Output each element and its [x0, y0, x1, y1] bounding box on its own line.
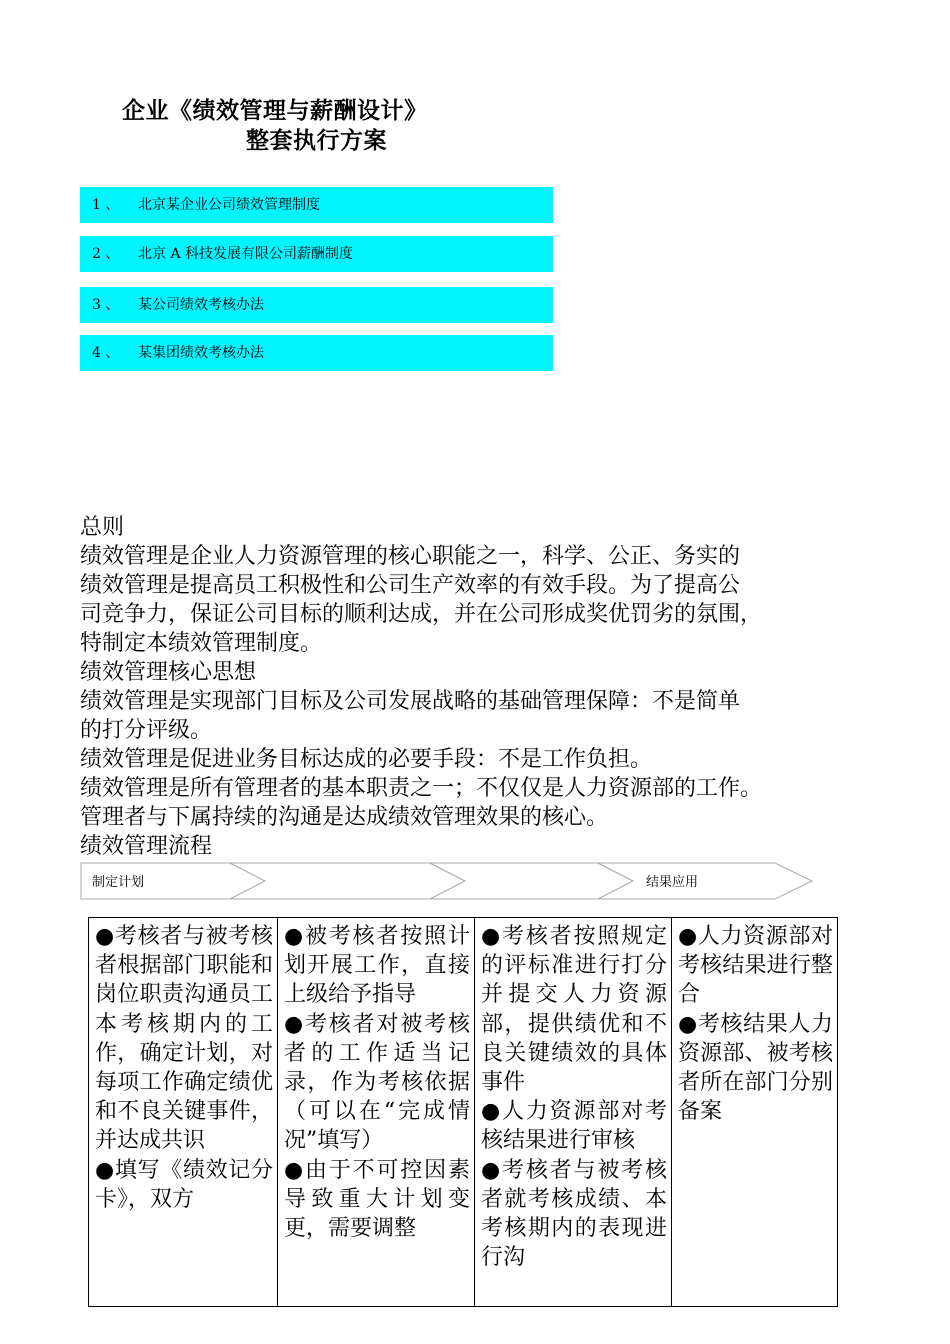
cell-bullet: ●考核者对被考核者的工作适当记录，作为考核依据（可以在“完成情况”填写） — [284, 1011, 470, 1154]
cell-bullet: ●人力资源部对考核结果进行审核 — [481, 1099, 667, 1154]
body-line: 绩效管理是实现部门目标及公司发展战略的基础管理保障：不是简单 — [80, 689, 741, 714]
toc-item-label: 北京 A 科技发展有限公司薪酬制度 — [138, 246, 354, 262]
table-row — [89, 918, 838, 1307]
cell-bullet: ●考核结果人力资源部、被考核者所在部门分别备案 — [678, 1011, 833, 1125]
cell-bullet: ●考核者与被考核者就考核成绩、本考核期内的表现进行沟 — [481, 1157, 667, 1271]
cell-bullet: ●人力资源部对考核结果进行整合 — [678, 924, 833, 1008]
table-cell-apply — [672, 918, 838, 1307]
table-cell-execute — [278, 918, 475, 1307]
toc-item-number: 1 、 — [92, 197, 120, 213]
toc-item-number: 3 、 — [92, 297, 120, 313]
toc-item-number: 4 、 — [92, 345, 120, 361]
cell-bullet: ●考核者按照规定的评标准进行打分并提交人力资源部，提供绩优和不良关键绩效的具体事件 — [481, 924, 667, 1096]
toc-item-1[interactable] — [80, 187, 553, 223]
process-flow — [80, 862, 820, 900]
process-flow-arrows — [80, 862, 820, 900]
toc-item-2[interactable] — [80, 236, 553, 272]
cell-bullet: ●被考核者按照计划开展工作，直接上级给予指导 — [284, 924, 470, 1008]
process-detail-table — [88, 917, 838, 1307]
toc-item-number: 2 、 — [92, 246, 120, 262]
body-line: 的打分评级。 — [80, 718, 213, 743]
body-line: 司竞争力，保证公司目标的顺利达成，并在公司形成奖优罚劣的氛围， — [80, 602, 763, 627]
table-cell-plan — [89, 918, 278, 1307]
section-heading: 绩效管理流程 — [80, 834, 213, 859]
cell-bullet: ●考核者与被考核者根据部门职能和岗位职责沟通员工本考核期内的工作，确定计划，对每项工作确定绩优和不良关键事件，并达成共识 — [95, 924, 273, 1154]
body-line: 绩效管理是促进业务目标达成的必要手段：不是工作负担。 — [80, 747, 653, 772]
toc-item-4[interactable] — [80, 335, 553, 371]
toc-item-label: 某集团绩效考核办法 — [138, 345, 264, 361]
document-body — [80, 513, 880, 861]
flow-stage-label: 制定计划 — [92, 875, 145, 890]
cell-bullet: ●填写《绩效记分卡》，双方 — [95, 1157, 273, 1212]
body-line: 绩效管理是提高员工积极性和公司生产效率的有效手段。为了提高公 — [80, 573, 741, 598]
body-line: 绩效管理是所有管理者的基本职责之一；不仅仅是人力资源部的工作。 — [80, 776, 763, 801]
document-title-line2: 整套执行方案 — [246, 128, 387, 154]
toc-item-3[interactable] — [80, 287, 553, 323]
section-heading: 总则 — [80, 515, 125, 540]
flow-stage-shape — [230, 863, 465, 899]
toc-item-label: 北京某企业公司绩效管理制度 — [138, 197, 320, 213]
body-line: 特制定本绩效管理制度。 — [80, 631, 323, 656]
section-heading: 绩效管理核心思想 — [80, 660, 257, 685]
flow-stage-label: 结果应用 — [646, 875, 699, 890]
body-line: 绩效管理是企业人力资源管理的核心职能之一，科学、公正、务实的 — [80, 544, 741, 569]
toc-item-label: 某公司绩效考核办法 — [138, 297, 264, 313]
cell-bullet: ●由于不可控因素导致重大计划变更，需要调整 — [284, 1157, 470, 1242]
table-cell-evaluate — [475, 918, 672, 1307]
body-line: 管理者与下属持续的沟通是达成绩效管理效果的核心。 — [80, 805, 609, 830]
document-title-line1: 企业《绩效管理与薪酬设计》 — [122, 98, 428, 124]
